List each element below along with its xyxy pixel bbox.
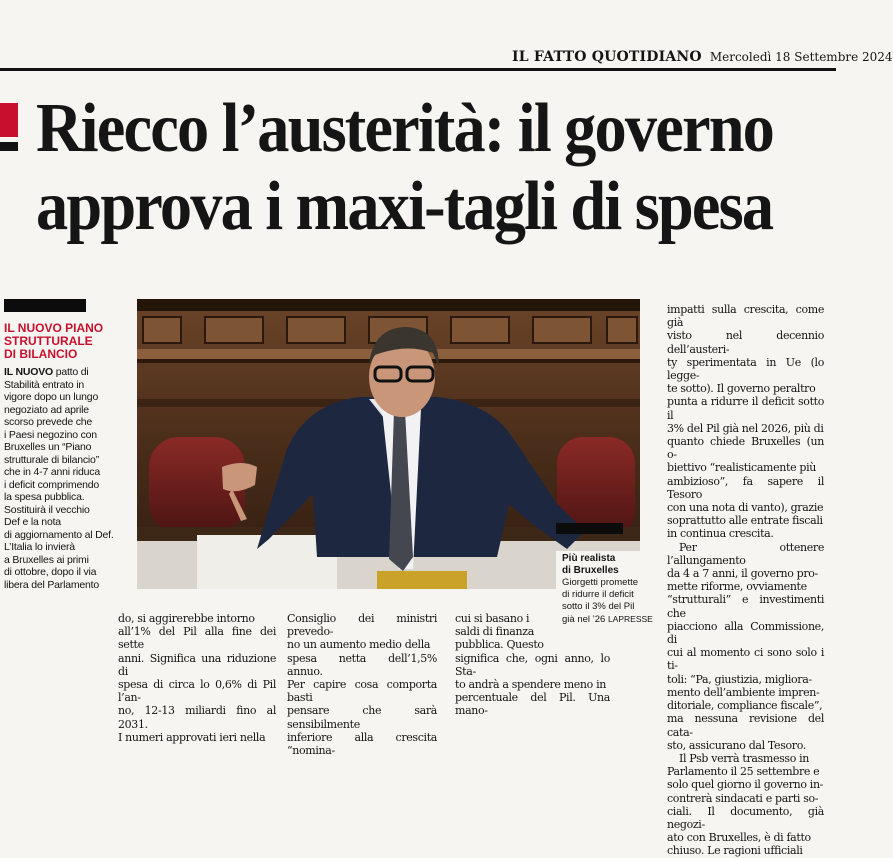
text-line: “strutturali” e investimenti che (667, 593, 824, 620)
text-line: spesa netta dell’1,5% annuo. (287, 651, 437, 678)
sidebar-line: i deficit comprimendo (4, 478, 100, 491)
text-line: significa che, ogni anno, lo Sta- (455, 651, 610, 678)
sidebar-line: L’Italia lo invierà (4, 541, 75, 553)
text-line: ambizioso”, fa sapere il Tesoro (667, 474, 824, 501)
masthead (512, 48, 893, 66)
text-line: pensare che sarà sensibilmente (287, 704, 437, 731)
sidebar-line: Sostituirà il vecchio (4, 503, 90, 516)
text-line: mento dell’ambiente impren- (667, 685, 820, 699)
text-line: no, 12-13 miliardi fino al 2031. (118, 704, 276, 731)
text-line: te sotto). Il governo peraltro (667, 382, 816, 396)
sidebar-line: scorso prevede che (4, 416, 93, 428)
text-line: da 4 a 7 anni, il governo pro- (667, 567, 818, 581)
article-column-right (667, 303, 824, 858)
caption-line: già nel ’26 (562, 614, 606, 625)
paragraph (118, 612, 276, 744)
text-line: Il Psb verrà trasmesso in (679, 751, 810, 765)
sidebar-line: vigore dopo un lungo (4, 391, 99, 403)
caption-bar (556, 523, 623, 534)
paragraph (287, 612, 437, 757)
sidebar-title-line: STRUTTURALE (4, 334, 93, 348)
caption-line: di ridurre il deficit (562, 589, 634, 600)
text-line: sto, assicurano dal Tesoro. (667, 738, 806, 752)
text-line: Parlamento il 25 settembre e (667, 765, 820, 779)
text-line: ditoriale, compliance fiscale”, (667, 699, 823, 713)
photo-credit: LAPRESSE (607, 614, 653, 624)
caption-title-line: di Bruxelles (562, 565, 619, 576)
article-column-bottom-2 (287, 612, 437, 757)
text-line: biettivo “realisticamente più (667, 461, 816, 475)
caption-line: sotto il 3% del Pil (562, 601, 635, 612)
text-line: ato con Bruxelles, è di fatto (667, 831, 811, 845)
text-line: to andrà a spendere meno in (455, 678, 606, 692)
section-marker-black (0, 142, 18, 151)
sidebar-line: di ottobre, dopo il via (4, 566, 97, 578)
sidebar-line: a Bruxelles ai primi (4, 553, 89, 566)
sidebar-line: negoziato ad aprile (4, 403, 89, 416)
headline-line-1: Riecco l’austerità: il governo (36, 90, 774, 167)
text-line: mette riforme, ovviamente (667, 580, 807, 594)
text-line: toli: “Pa, giustizia, migliora- (667, 672, 812, 686)
headline-line-2: approva i maxi-tagli di spesa (36, 168, 773, 245)
text-line: quanto chiede Bruxelles (un o- (667, 435, 824, 462)
sidebar-line: i Paesi negozino con (4, 428, 97, 441)
text-line: Per ottenere l’allungamento (667, 540, 824, 567)
text-line: in continua crescita. (667, 527, 774, 541)
sidebar-title (4, 322, 124, 361)
text-line: ty sperimentata in Ue (lo legge- (667, 355, 824, 383)
text-line: all’1% del Pil alla fine dei sette (118, 625, 276, 652)
text-line: visto nel decennio dell’austeri- (667, 329, 824, 356)
text-line: Per capire cosa comporta basti (287, 678, 437, 705)
paragraph (667, 541, 824, 752)
caption-title-line: Più realista (562, 553, 616, 564)
sidebar-line: Def e la nota (4, 516, 61, 528)
sidebar-line: Bruxelles un “Piano (4, 441, 92, 453)
newspaper-name: IL FATTO QUOTIDIANO (512, 49, 702, 65)
text-line: contrerà sindacati e parti so- (667, 791, 819, 805)
issue-date: Mercoledì 18 Settembre 2024 (709, 50, 893, 64)
text-line: saldi di finanza (455, 625, 534, 639)
paragraph (667, 303, 824, 541)
sidebar-line: patto di (55, 366, 89, 378)
sidebar-lead: IL NUOVO (4, 366, 53, 378)
masthead-rule (0, 68, 836, 71)
sidebar-line: Stabilità entrato in (4, 378, 85, 391)
news-photo (137, 299, 640, 589)
paragraph (667, 752, 824, 858)
text-line: piacciono alla Commissione, di (667, 619, 824, 647)
sidebar-top-bar (4, 299, 86, 312)
text-line: punta a ridurre il deficit sotto il (667, 395, 824, 422)
sidebar-line: la spesa pubblica. (4, 491, 85, 503)
text-line: soprattutto alle entrate fiscali (667, 514, 823, 528)
article-column-bottom-1 (118, 612, 276, 744)
sidebar-title-line: DI BILANCIO (4, 347, 78, 361)
text-line: cui al momento ci sono solo i ti- (667, 646, 824, 673)
text-line: chiuso. Le ragioni ufficiali (667, 844, 803, 858)
text-line: impatti sulla crescita, come già (667, 303, 824, 330)
sidebar-line: che in 4-7 anni riduca (4, 466, 100, 478)
text-line: con una nota di vanto), grazie (667, 501, 824, 515)
text-line: solo quel giorno il governo in- (667, 778, 824, 792)
sidebar-body (4, 366, 120, 591)
text-line: do, si aggirerebbe intorno (118, 612, 255, 625)
photo-illustration (137, 299, 640, 589)
sidebar-title-line: IL NUOVO PIANO (4, 321, 104, 335)
sidebar-line: strutturale di bilancio” (4, 453, 99, 466)
text-line: cui si basano i (455, 612, 530, 625)
sidebar-line: di aggiornamento al Def. (4, 528, 114, 541)
text-line: 3% del Pil già nel 2026, più di (667, 421, 824, 435)
article-column-bottom-3 (455, 612, 610, 718)
caption-line: Giorgetti promette (562, 577, 639, 588)
text-line: anni. Significa una riduzione di (118, 651, 276, 678)
text-line: ma nessuna revisione del cata- (667, 712, 824, 739)
text-line: no un aumento medio della (287, 638, 431, 652)
headline (36, 90, 772, 246)
text-line: inferiore alla crescita “nomina- (287, 730, 437, 758)
paragraph (455, 612, 610, 718)
section-marker-red (0, 103, 18, 137)
text-line: ciali. Il documento, già negozi- (667, 804, 824, 831)
text-line: I numeri approvati ieri nella (118, 730, 266, 744)
caption-title (562, 553, 662, 577)
text-line: spesa di circa lo 0,6% di Pil l’an- (118, 678, 276, 705)
text-line: Consiglio dei ministri prevedo- (287, 612, 437, 639)
sidebar-line: libera del Parlamento (4, 578, 100, 591)
text-line: pubblica. Questo (455, 638, 544, 652)
text-line: percentuale del Pil. Una mano- (455, 691, 610, 718)
